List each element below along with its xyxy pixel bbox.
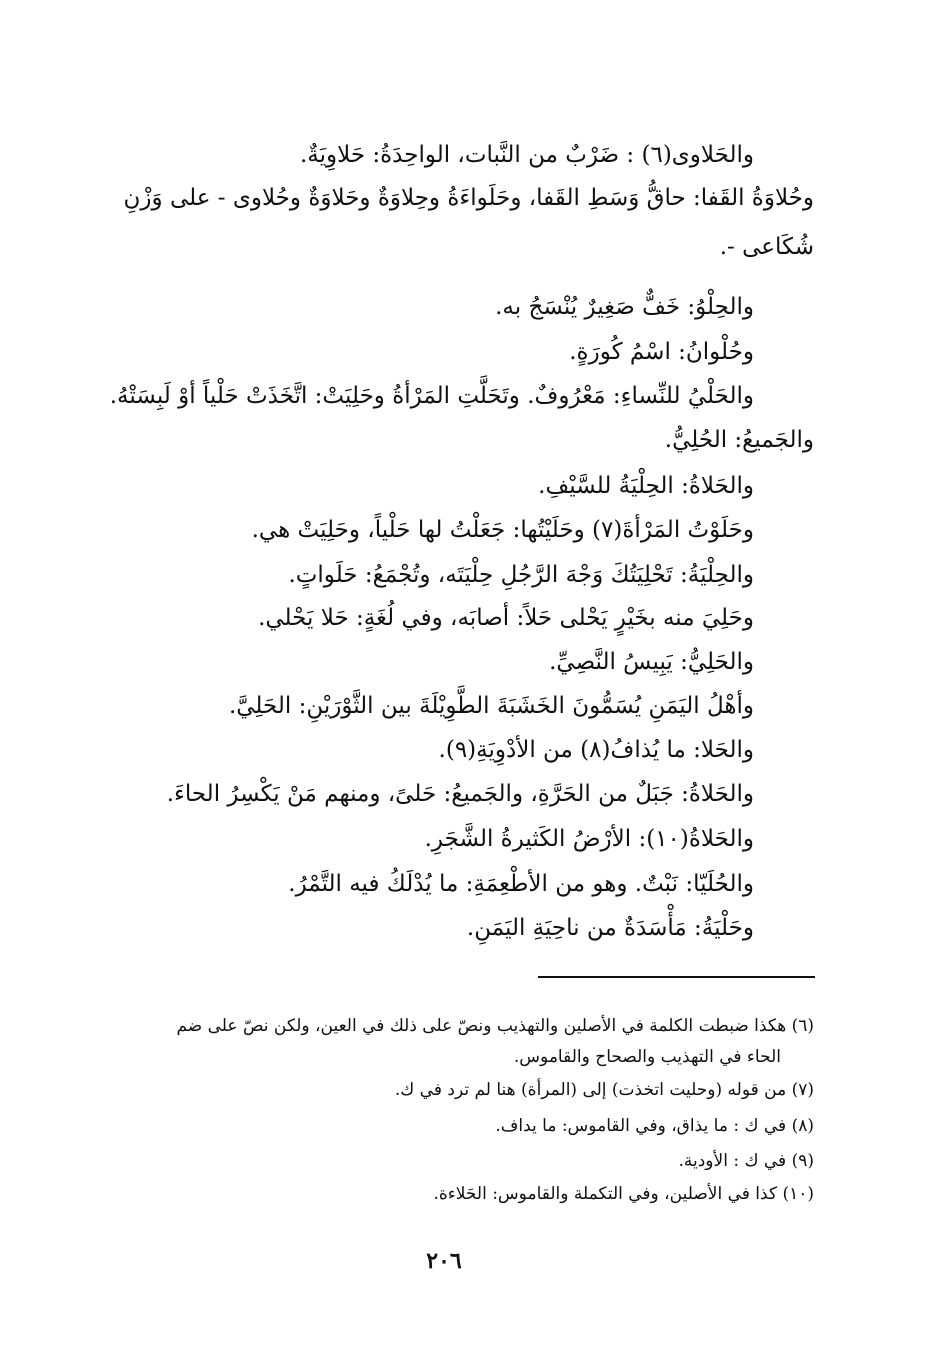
entry-line-15: والحَلاةُ: جَبَلٌ من الحَرَّةِ، والجَميعُ: حَلىً، ومنهم مَنْ يَكْسِرُ الحاءَ. xyxy=(166,781,754,807)
entry-line-4: والحِلْوُ: خَفٌّ صَغِيرٌ يُنْسَجُ به. xyxy=(495,294,754,320)
footnote-7: (٧) من قوله (وحليت اتخذت) إلى (المرأة) هنا لم ترد في ك. xyxy=(394,1080,814,1100)
entry-line-14: والحَلا: ما يُذافُ(٨) من الأدْوِيَةِ(٩). xyxy=(438,737,754,763)
footnote-6-continued: الحاء في التهذيب والصحاح والقاموس. xyxy=(513,1047,781,1067)
entry-line-17: والحُلَيّا: نَبْتٌ. وهو من الأطْعِمَةِ: ما يُدْلَكُ فيه التَّمْرُ. xyxy=(288,871,754,897)
footnote-10: (١٠) كذا في الأصلين، وفي التكملة والقاموس: الحَلاءة. xyxy=(433,1184,814,1204)
entry-line-8: والحَلاةُ: الحِلْيَةُ للسَّيْفِ. xyxy=(538,473,754,499)
entry-line-16: والحَلاةُ(١٠): الأرْضُ الكَثيرةُ الشَّجَرِ. xyxy=(424,826,754,852)
entry-line-10: والحِلْيَةُ: تَحْلِيَتُكَ وَجْهَ الرَّجُلِ حِلْيَتَه، وتُجْمَعُ: حَلَواتٍ. xyxy=(288,562,754,588)
entry-line-2: وحُلاوَةُ القَفا: حاقُّ وَسَطِ القَفا، وحَلَواءَةُ وحِلاوَةٌ وحَلاوَةٌ وحُلاوى - على وَزْنِ xyxy=(123,185,814,211)
footnote-9: (٩) في ك : الأودية. xyxy=(678,1151,814,1171)
entry-line-1: والحَلاوى(٦) : ضَرْبٌ من النَّبات، الواحِدَةُ: حَلاوِيَةٌ. xyxy=(299,142,754,168)
entry-line-3: شُكَاعى -. xyxy=(719,234,814,260)
footnote-6: (٦) هكذا ضبطت الكلمة في الأصلين والتهذيب ونصّ على ذلك في العين، ولكن نصّ على ضم xyxy=(176,1016,814,1036)
entry-line-5: وحُلْوانُ: اسْمُ كُورَةٍ. xyxy=(569,339,754,365)
entry-line-9: وحَلَوْتُ المَرْأةَ(٧) وحَلَيْتُها: جَعَلْتُ لها حَلْياً، وحَلِيَتْ هي. xyxy=(251,517,754,543)
entry-line-7: والجَميعُ: الحُلِيُّ. xyxy=(664,427,814,453)
entry-line-18: وحَلْيَةُ: مَأْسَدَةٌ من ناحِيَةِ اليَمَنِ. xyxy=(466,915,754,941)
entry-line-12: والحَلِيُّ: يَبِيسُ النَّصِيِّ. xyxy=(549,649,754,675)
entry-line-11: وحَلِيَ منه بخَيْرٍ يَحْلى حَلاً: أصابَه، وفي لُغَةٍ: حَلا يَحْلي. xyxy=(258,605,754,631)
footnote-8: (٨) في ك : ما يذاق، وفي القاموس: ما يداف. xyxy=(495,1116,814,1136)
footnote-separator xyxy=(538,976,815,978)
page-number: ٢٠٦ xyxy=(426,1248,462,1274)
entry-line-6: والحَلْيُ للنِّساءِ: مَعْرُوفٌ. وتَحَلَّتِ المَرْأةُ وحَلِيَتْ: اتَّخَذَتْ حَلْياً أوْ لَبِسَتْهُ. xyxy=(109,383,754,409)
entry-line-13: وأهْلُ اليَمَنِ يُسَمُّونَ الخَشَبَةَ الطَّوِيْلَةَ بين الثَّوْرَيْنِ: الحَلِيَّ. xyxy=(228,693,754,719)
